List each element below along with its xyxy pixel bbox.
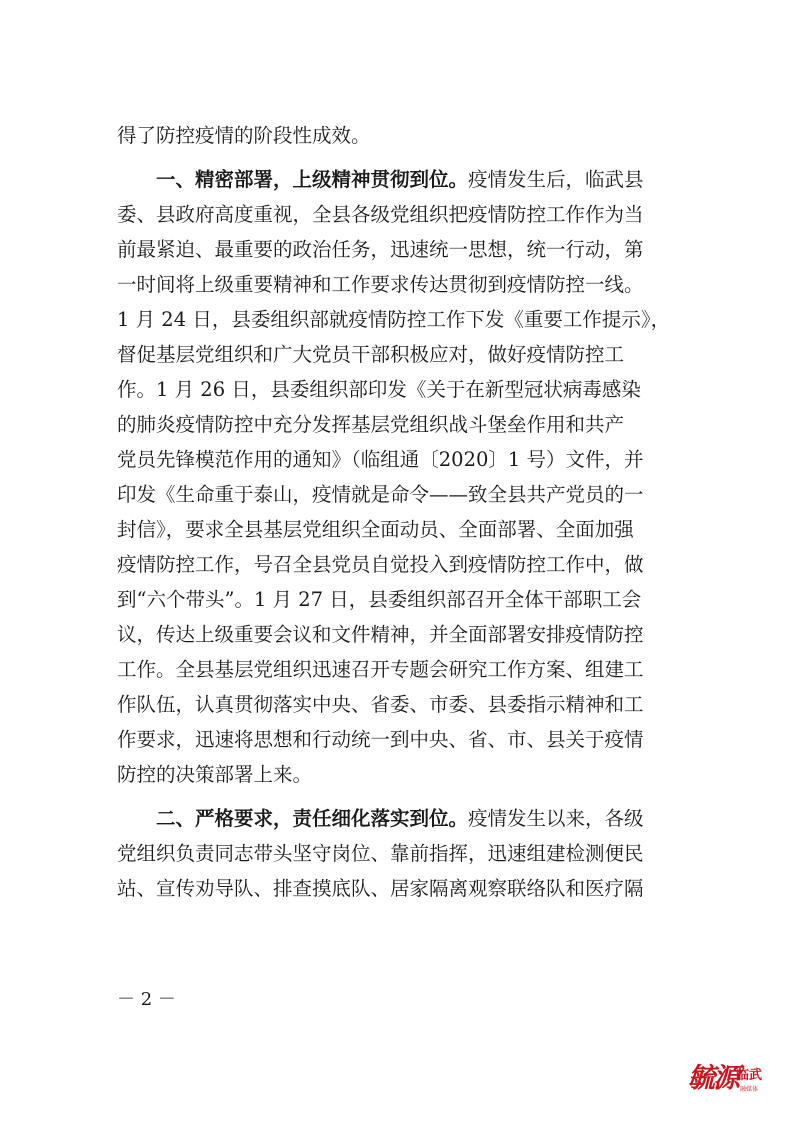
text-line: 的肺炎疫情防控中充分发挥基层党组织战斗堡垒作用和共产 [117, 413, 625, 436]
text-line: 作。1 月 26 日，县委组织部印发《关于在新型冠状病毒感染 [117, 378, 641, 401]
text-line: 作队伍，认真贯彻落实中央、省委、市委、县委指示精神和工 [117, 693, 644, 716]
text-line: 站、宣传劝导队、排查摸底队、居家隔离观察联络队和医疗隔 [117, 877, 644, 900]
page-number: － 2 － [117, 989, 176, 1010]
text-line: 疫情发生以来，各级 [468, 807, 644, 830]
logo-mark: 毓源 [688, 1063, 738, 1094]
text-line: 作要求，迅速将思想和行动统一到中央、省、市、县关于疫情 [117, 728, 644, 751]
logo-subtext: 融媒体 [740, 1086, 759, 1093]
logo-place-name: 临武 [736, 1068, 763, 1083]
document-body [117, 118, 679, 906]
section-1-first-line [117, 162, 679, 197]
text-line: 防控的决策部署上来。 [117, 763, 313, 786]
text-line: 1 月 24 日，县委组织部就疫情防控工作下发《重要工作提示》， [117, 308, 671, 331]
text-line: 工作。全县基层党组织迅速召开专题会研究工作方案、组建工 [117, 658, 644, 681]
text-line: 封信》，要求全县基层党组织全面动员、全面部署、全面加强 [117, 518, 634, 541]
text-line: 议，传达上级重要会议和文件精神，并全面部署安排疫情防控 [117, 623, 644, 646]
text-line: 印发《生命重于泰山，疫情就是命令——致全县共产党员的一 [117, 483, 644, 506]
section-2-first-line [117, 801, 679, 836]
section-1-heading: 一、精密部署，上级精神贯彻到位。 [156, 168, 469, 191]
text-line: 前最紧迫、最重要的政治任务，迅速统一思想，统一行动，第 [117, 238, 644, 261]
text-line: 督促基层党组织和广大党员干部积极应对，做好疫情防控工 [117, 343, 625, 366]
text-line: 一时间将上级重要精神和工作要求传达贯彻到疫情防控一线。 [117, 273, 644, 296]
text-line: 得了防控疫情的阶段性成效。 [117, 124, 371, 147]
text-line: 党员先锋模范作用的通知》（临组通〔2020〕1 号）文件，并 [117, 448, 644, 471]
text-line: 疫情防控工作，号召全县党员自觉投入到疫情防控工作中，做 [117, 553, 644, 576]
media-logo [688, 1062, 764, 1106]
text-line: 疫情发生后，临武县 [468, 168, 644, 191]
text-line: 党组织负责同志带头坚守岗位、靠前指挥，迅速组建检测便民 [117, 842, 644, 865]
section-2-heading: 二、严格要求，责任细化落实到位。 [156, 807, 469, 830]
text-line: 到“六个带头”。1 月 27 日，县委组织部召开全体干部职工会 [117, 588, 642, 611]
text-line: 委、县政府高度重视，全县各级党组织把疫情防控工作作为当 [117, 203, 644, 226]
